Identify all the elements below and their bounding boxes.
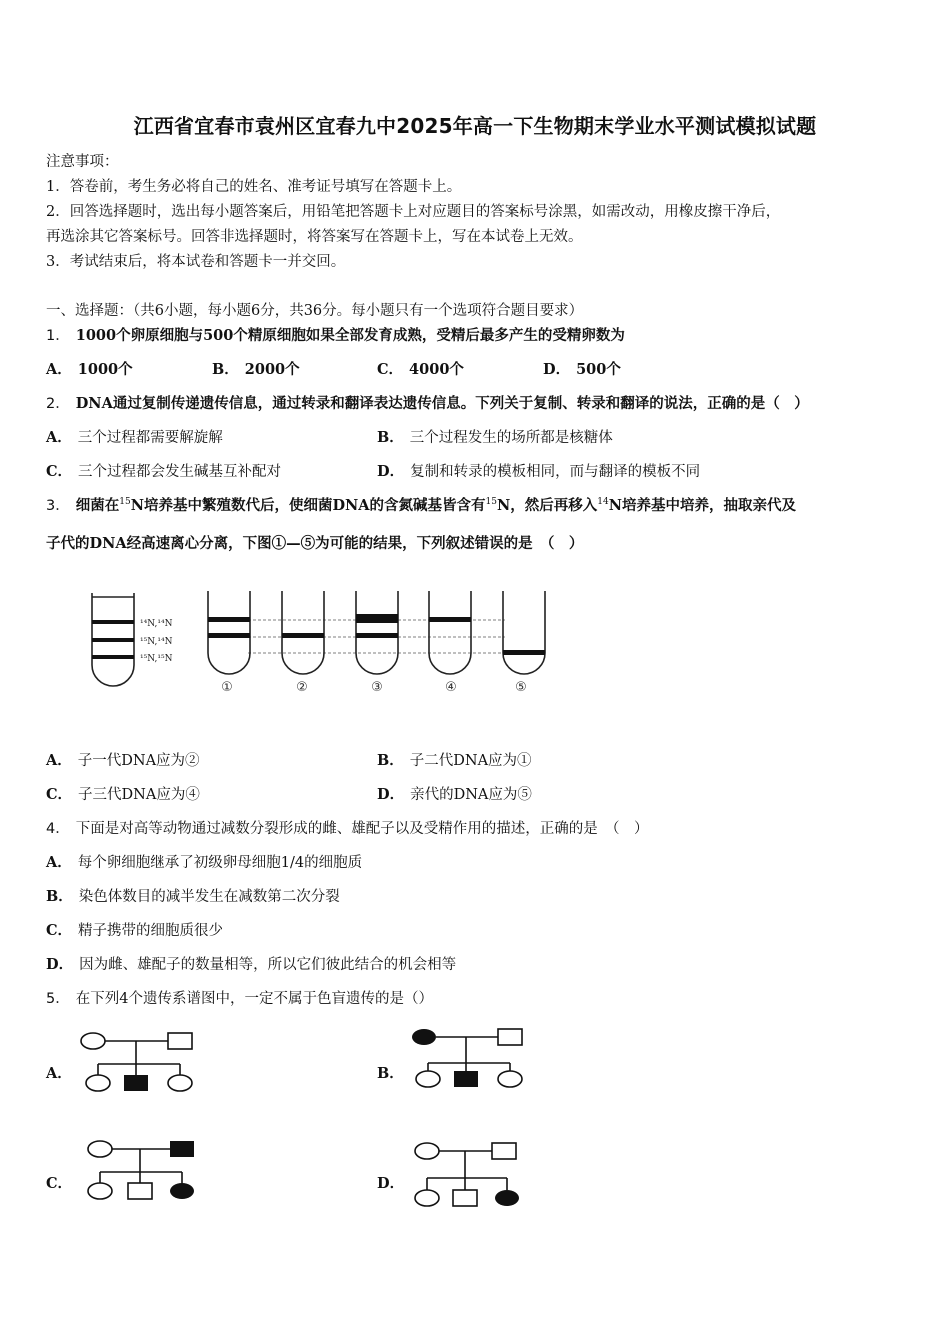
option-text: 2000个 — [244, 361, 300, 378]
q3-option-d[interactable] — [377, 785, 532, 805]
option-text: 亲代的DNA应为⑤ — [410, 787, 532, 803]
question-stem: DNA通过复制传递遗传信息，通过转录和翻译表达遗传信息。下列关于复制、转录和翻译的说法，正确的是（ ） — [75, 395, 809, 412]
question-stem: 下面是对高等动物通过减数分裂形成的雌、雄配子以及受精作用的描述，正确的是 （ ） — [75, 821, 649, 837]
option-label: C． — [46, 463, 73, 480]
son-affected — [124, 1075, 148, 1091]
tube-1 — [208, 591, 250, 674]
daughter-unaffected — [88, 1183, 112, 1199]
note-item-2: 2．回答选择题时，选出每小题答案后，用铅笔把答题卡上对应题目的答案标号涂黑，如需改动，用橡皮擦干净后， — [46, 204, 781, 220]
superscript: 15 — [119, 497, 131, 508]
pedigree-a[interactable] — [78, 1028, 198, 1098]
tube-4 — [429, 591, 471, 674]
centrifuge-tubes-figure — [80, 585, 560, 700]
male-unaffected — [498, 1029, 522, 1045]
q5-option-d-label[interactable]: D． — [377, 1175, 405, 1192]
female-affected — [412, 1029, 436, 1045]
q3-option-b[interactable] — [377, 751, 532, 771]
q5-option-b-label[interactable]: B． — [377, 1065, 404, 1082]
option-text: 1000个 — [77, 361, 133, 378]
option-label: C． — [377, 361, 404, 378]
question-stem-part: N培养基中培养，抽取亲代及 — [608, 497, 796, 514]
option-text: 因为雌、雄配子的数量相等，所以它们彼此结合的机会相等 — [79, 957, 457, 973]
daughter-unaffected — [416, 1071, 440, 1087]
question-stem-part: N，然后再移入 — [496, 497, 598, 514]
option-text: 精子携带的细胞质很少 — [78, 923, 224, 939]
q3-option-a[interactable] — [46, 751, 200, 771]
female-unaffected — [415, 1143, 439, 1159]
option-label: C． — [46, 922, 73, 939]
q5-option-a-label[interactable]: A． — [46, 1065, 72, 1082]
option-text: 4000个 — [409, 361, 464, 378]
q5-option-c-label[interactable]: C． — [46, 1175, 73, 1192]
tube-3-band-upper — [356, 614, 398, 623]
option-text: 500个 — [576, 361, 621, 378]
question-number: 3． — [46, 498, 70, 514]
option-label: A． — [46, 361, 72, 378]
q4-option-b[interactable] — [46, 887, 340, 907]
option-label: B． — [377, 752, 404, 769]
band-label-15-15: ¹⁵N,¹⁵N — [140, 654, 173, 664]
q1-option-c[interactable] — [377, 360, 464, 380]
son-affected — [454, 1071, 478, 1087]
section-heading: 一、选择题：（共6小题，每小题6分，共36分。每小题只有一个选项符合题目要求） — [46, 303, 584, 319]
tube-1-band-upper — [208, 617, 250, 622]
tube-label-5: ⑤ — [515, 680, 527, 695]
q2-option-d[interactable] — [377, 462, 700, 482]
option-text: 染色体数目的减半发生在减数第二次分裂 — [78, 889, 340, 905]
tube-label-3: ③ — [371, 680, 383, 695]
q3-option-c[interactable] — [46, 785, 200, 805]
pedigree-b[interactable] — [408, 1025, 528, 1095]
q1-option-b[interactable] — [212, 360, 300, 380]
option-label: D． — [46, 956, 74, 973]
option-label: C． — [46, 786, 73, 803]
tube-2-band-middle — [282, 633, 324, 638]
question-stem: 在下列4个遗传系谱图中，一定不属于色盲遗传的是（） — [75, 991, 433, 1007]
q2-option-c[interactable] — [46, 462, 281, 482]
tube-1-band-middle — [208, 633, 250, 638]
option-label: D． — [377, 786, 405, 803]
option-label: B． — [212, 361, 239, 378]
tube-2 — [282, 591, 324, 674]
male-unaffected — [168, 1033, 192, 1049]
tube-label-1: ① — [221, 680, 233, 695]
tube-4-band-upper — [429, 617, 471, 622]
q2-option-b[interactable] — [377, 428, 613, 448]
reference-band-15-15 — [92, 655, 134, 659]
reference-band-15-14 — [92, 638, 134, 642]
superscript: 14 — [597, 497, 609, 508]
tube-3 — [356, 591, 398, 674]
q4-option-c[interactable] — [46, 921, 223, 941]
son-unaffected — [453, 1190, 477, 1206]
question-stem-part: 细菌在 — [75, 497, 120, 514]
note-item-2-cont: 再选涂其它答案标号。回答非选择题时，将答案写在答题卡上，写在本试卷上无效。 — [46, 229, 583, 245]
band-label-14-14: ¹⁴N,¹⁴N — [140, 619, 173, 629]
option-text: 复制和转录的模板相同，而与翻译的模板不同 — [410, 464, 701, 480]
tube-5 — [503, 591, 545, 674]
male-affected — [170, 1141, 194, 1157]
q2-option-a[interactable] — [46, 428, 223, 448]
option-label: B． — [46, 888, 73, 905]
question-stem: 1000个卵原细胞与500个精原细胞如果全部发育成熟，受精后最多产生的受精卵数为 — [75, 327, 625, 344]
daughter-unaffected — [498, 1071, 522, 1087]
question-number: 1． — [46, 328, 70, 344]
option-label: A． — [46, 854, 72, 871]
option-text: 三个过程都会发生碱基互补配对 — [78, 464, 282, 480]
option-text: 三个过程发生的场所都是核糖体 — [409, 430, 613, 446]
band-label-15-14: ¹⁵N,¹⁴N — [140, 637, 173, 647]
option-label: A． — [46, 752, 72, 769]
tube-label-2: ② — [296, 680, 308, 695]
notes-heading: 注意事项： — [46, 154, 119, 170]
question-stem-part: N培养基中繁殖数代后，使细菌DNA的含氮碱基皆含有 — [130, 497, 486, 514]
question-4 — [46, 819, 648, 839]
option-label: B． — [377, 429, 404, 446]
note-item-1: 1．答卷前，考生务必将自己的姓名、准考证号填写在答题卡上。 — [46, 179, 462, 195]
tube-label-4: ④ — [445, 680, 457, 695]
q1-option-a[interactable] — [46, 360, 133, 380]
q4-option-d[interactable] — [46, 955, 456, 975]
daughter-unaffected — [168, 1075, 192, 1091]
option-text: 每个卵细胞继承了初级卵母细胞1/4的细胞质 — [77, 855, 363, 871]
question-3-stem-line2: 子代的DNA经高速离心分离，下图①—⑤为可能的结果，下列叙述错误的是 （ ） — [46, 535, 584, 552]
daughter-affected — [170, 1183, 194, 1199]
option-text: 子二代DNA应为① — [409, 753, 532, 769]
daughter-unaffected — [86, 1075, 110, 1091]
daughter-affected — [495, 1190, 519, 1206]
question-number: 4． — [46, 821, 70, 837]
option-label: A． — [46, 429, 72, 446]
female-unaffected — [81, 1033, 105, 1049]
question-2 — [46, 394, 809, 414]
question-3 — [46, 496, 796, 516]
q4-option-a[interactable] — [46, 853, 362, 873]
question-1 — [46, 326, 625, 346]
option-text: 三个过程都需要解旋解 — [77, 430, 223, 446]
option-text: 子三代DNA应为④ — [78, 787, 200, 803]
daughter-unaffected — [415, 1190, 439, 1206]
q1-option-d[interactable] — [543, 360, 621, 380]
superscript: 15 — [485, 497, 497, 508]
male-unaffected — [492, 1143, 516, 1159]
son-unaffected — [128, 1183, 152, 1199]
option-label: D． — [377, 463, 405, 480]
question-number: 2． — [46, 396, 70, 412]
question-number: 5． — [46, 991, 70, 1007]
reference-band-14-14 — [92, 620, 134, 624]
option-text: 子一代DNA应为② — [77, 753, 200, 769]
page-title: 江西省宜春市袁州区宜春九中2025年高一下生物期末学业水平测试模拟试题 — [133, 114, 817, 138]
tube-5-band-lower — [503, 650, 545, 655]
question-5 — [46, 989, 433, 1009]
pedigree-c[interactable] — [84, 1138, 204, 1208]
option-label: D． — [543, 361, 571, 378]
tube-3-band-middle — [356, 633, 398, 638]
note-item-3: 3．考试结束后，将本试卷和答题卡一并交回。 — [46, 254, 346, 270]
female-unaffected — [88, 1141, 112, 1157]
pedigree-d[interactable] — [412, 1140, 532, 1212]
